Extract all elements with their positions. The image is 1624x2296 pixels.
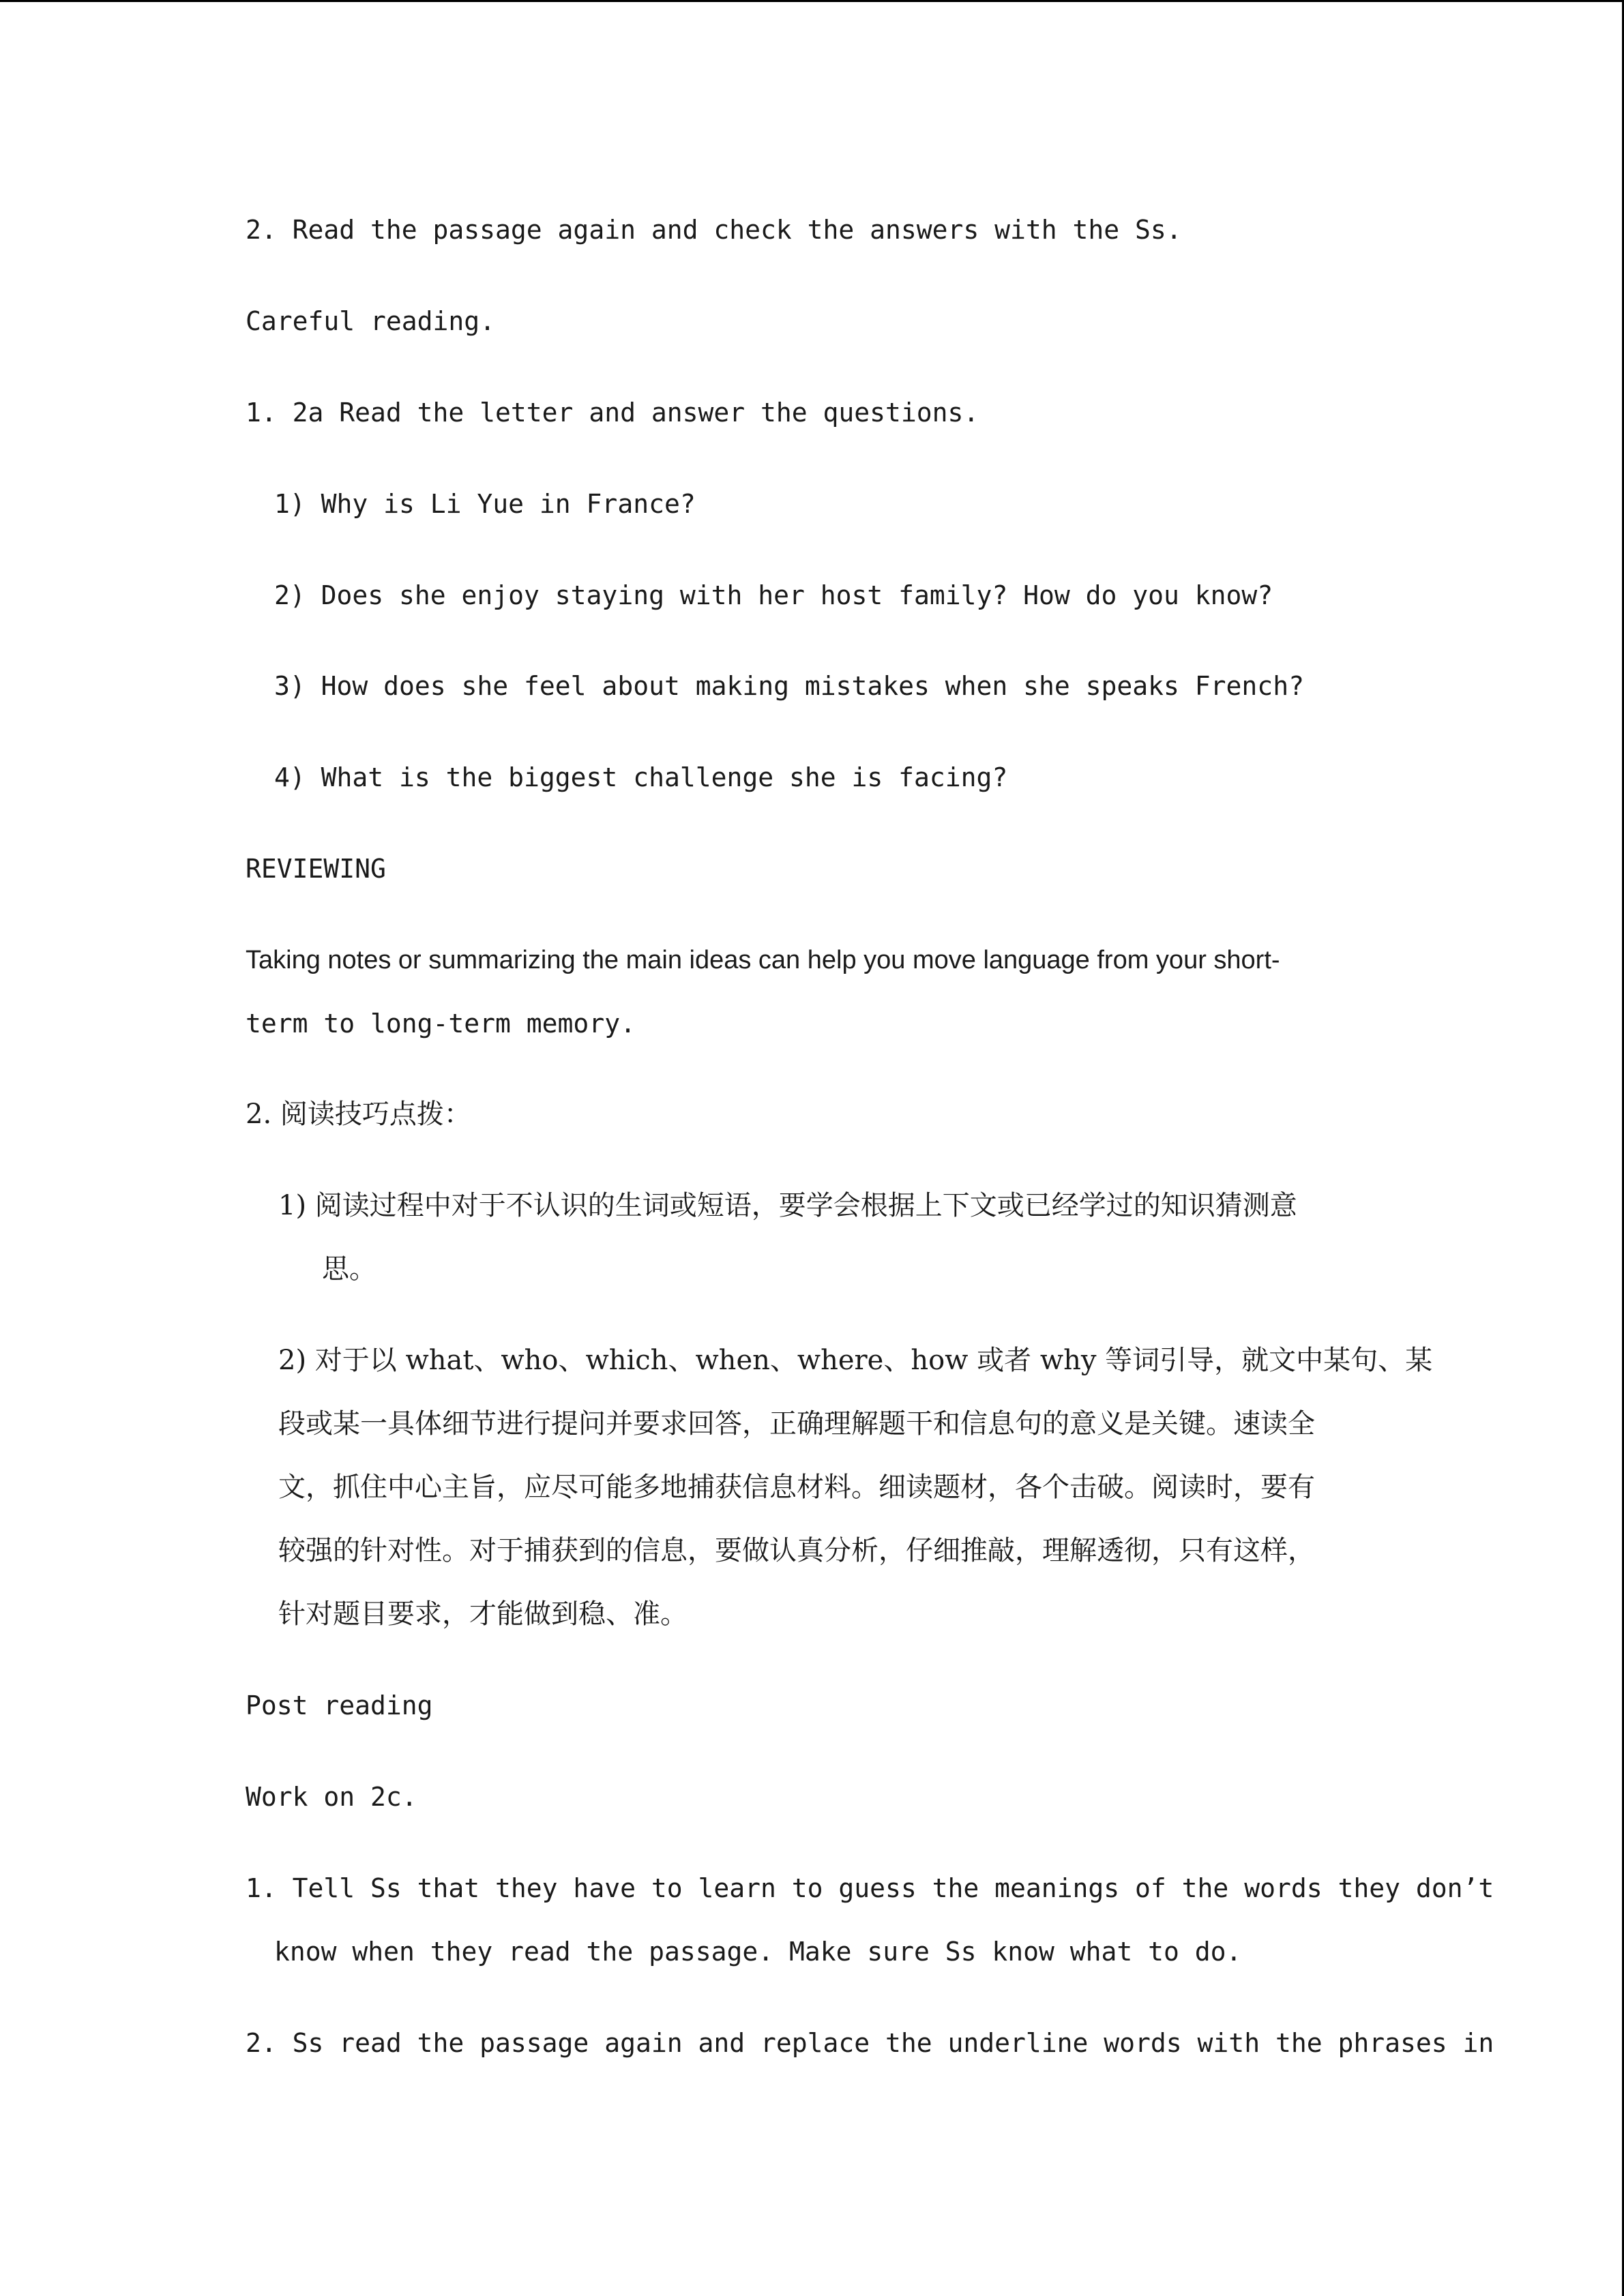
reviewing-text-line-1: Taking notes or summarizing the main ideas can help you move language from your short- (246, 946, 1280, 974)
page-top-border (0, 0, 1624, 2)
reviewing-text-line-2: term to long-term memory. (246, 1009, 636, 1039)
tip-2-line-4: 较强的针对性。对于捕获到的信息，要做认真分析，仔细推敲，理解透彻，只有这样， (278, 1535, 1315, 1566)
task-2a: 1. 2a Read the letter and answer the questions. (246, 398, 979, 428)
tip-2-line-3: 文，抓住中心主旨，应尽可能多地捕获信息材料。细读题材，各个击破。阅读时，要有 (278, 1472, 1315, 1503)
tip-2-line-2: 段或某一具体细节进行提问并要求回答，正确理解题干和信息句的意义是关键。速读全 (278, 1408, 1315, 1440)
step-read-again: 2. Read the passage again and check the answers with the Ss. (246, 215, 1182, 245)
heading-careful-reading: Careful reading. (246, 306, 496, 336)
tip-1-line-2: 思。 (322, 1253, 377, 1285)
tip-1-line-1: 1) 阅读过程中对于不认识的生词或短语，要学会根据上下文或已经学过的知识猜测意 (278, 1190, 1297, 1221)
post-step-1-line-2: know when they read the passage. Make sure Ss know what to do. (274, 1937, 1242, 1967)
tip-2-line-1: 2) 对于以 what、who、which、when、where、how 或者 why 等词引导，就文中某句、某 (278, 1345, 1433, 1376)
tip-2-line-5: 针对题目要求，才能做到稳、准。 (278, 1598, 688, 1630)
post-step-1-line-1: 1. Tell Ss that they have to learn to guess the meanings of the words they don’t (246, 1873, 1494, 1903)
question-3: 3) How does she feel about making mistakes when she speaks French? (274, 671, 1304, 701)
reading-tips-heading: 2. 阅读技巧点拨： (246, 1099, 471, 1130)
question-1: 1) Why is Li Yue in France? (274, 489, 696, 519)
heading-post-reading: Post reading (246, 1690, 433, 1720)
question-4: 4) What is the biggest challenge she is facing? (274, 762, 1008, 792)
work-on-2c: Work on 2c. (246, 1782, 417, 1812)
question-2: 2) Does she enjoy staying with her host family? How do you know? (274, 580, 1273, 610)
heading-reviewing: REVIEWING (246, 854, 386, 884)
post-step-2-line-1: 2. Ss read the passage again and replace the underline words with the phrases in (246, 2028, 1494, 2058)
